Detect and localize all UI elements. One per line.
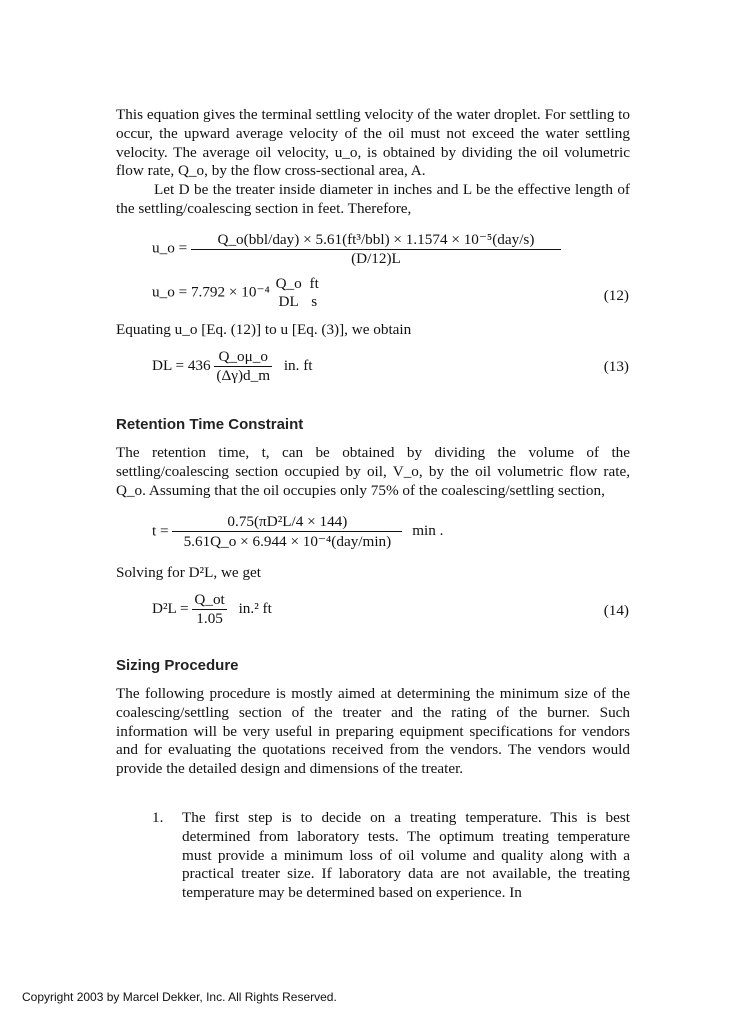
list-item-text: The first step is to decide on a treating temperature. This is best determined from laboratory tests. The optimum treating temperature must provide a minimum loss of oil volume and quality along with a practical treater size. If laboratory data are not available, the treating temperature may be determined based on experience. In: [182, 809, 630, 902]
equation-13-denominator: (Δγ)d_m: [216, 367, 271, 384]
heading-sizing-procedure: Sizing Procedure: [116, 657, 239, 674]
equation-uo-denominator: (D/12)L: [191, 249, 561, 268]
equation-13: [152, 348, 313, 385]
paragraph-sizing-procedure: The following procedure is mostly aimed at determining the minimum size of the coalescing/settling section of the treater and the rating of the burner. Such information will be very useful in preparing equipment specifications for vendors and for evaluating the quotations received from the vendors. The vendors would provide the detailed design and dimensions of the treater.: [116, 685, 630, 778]
equation-t-denominator: 5.61Q_o × 6.944 × 10⁻⁴(day/min): [172, 531, 402, 551]
paragraph-equating: Equating u_o [Eq. (12)] to u [Eq. (3)], we obtain: [116, 321, 412, 338]
equation-13-unit: in. ft: [283, 356, 313, 374]
equation-uo-definition: [152, 230, 561, 268]
equation-12-numerator: Q_o: [275, 275, 302, 292]
equation-t-numerator: 0.75(πD²L/4 × 144): [227, 513, 348, 530]
equation-14-lhs: D²L =: [152, 599, 189, 617]
list-item-number: 1.: [152, 809, 164, 826]
equation-12-unit-numerator: ft: [309, 275, 319, 292]
equation-12-lhs: u_o = 7.792 × 10⁻⁴: [152, 283, 270, 301]
equation-number-12: (12): [603, 287, 629, 304]
equation-12-unit-denominator: s: [311, 293, 318, 310]
paragraph-terminal-velocity: This equation gives the terminal settling velocity of the water droplet. For settling to occur, the upward average velocity of the oil must not exceed the water settling velocity. The average oil velocity, u_o, is obtained by dividing the oil volumetric flow rate, Q_o, by the flow cross-sectional area, A.: [116, 106, 630, 180]
equation-number-13: (13): [603, 358, 629, 375]
heading-retention-time: Retention Time Constraint: [116, 416, 304, 433]
equation-14-numerator: Q_ot: [194, 591, 225, 608]
equation-12-denominator: DL: [278, 293, 299, 310]
paragraph-let-d: Let D be the treater inside diameter in inches and L be the effective length of the settling/coalescing section in feet. Therefore,: [116, 181, 630, 217]
equation-13-numerator: Q_oμ_o: [218, 348, 268, 365]
equation-t-unit: min .: [412, 522, 444, 540]
equation-14-unit: in.² ft: [238, 599, 272, 617]
paragraph-solving: Solving for D²L, we get: [116, 564, 262, 581]
copyright-footer: Copyright 2003 by Marcel Dekker, Inc. All Rights Reserved.: [22, 990, 337, 1004]
paragraph-retention-time: The retention time, t, can be obtained by dividing the volume of the settling/coalescing section occupied by oil, V_o, by the oil volumetric flow rate, Q_o. Assuming that the oil occupies only 75% of the coalescing/settling section,: [116, 444, 630, 499]
equation-12: [152, 275, 321, 311]
equation-t: [152, 513, 443, 551]
equation-14-denominator: 1.05: [192, 609, 226, 628]
equation-uo-lhs: u_o =: [152, 239, 188, 257]
equation-uo-numerator: Q_o(bbl/day) × 5.61(ft³/bbl) × 1.1574 × 10⁻⁵(day/s): [217, 231, 535, 248]
equation-13-lhs: DL = 436: [152, 356, 211, 374]
equation-14: [152, 591, 272, 628]
equation-number-14: (14): [603, 602, 629, 619]
equation-t-lhs: t =: [152, 522, 169, 540]
